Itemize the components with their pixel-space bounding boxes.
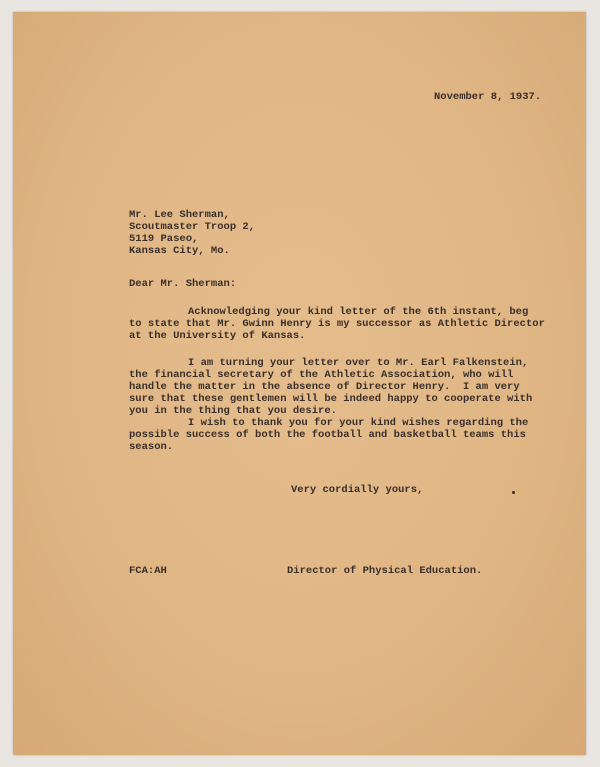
complimentary-close: Very cordially yours, (291, 484, 424, 496)
paragraph-2-line: the financial secretary of the Athletic Association, who will (129, 369, 514, 381)
salutation: Dear Mr. Sherman: (129, 278, 237, 290)
paper-speck (512, 491, 515, 494)
recipient-street: 5119 Paseo, (129, 233, 199, 245)
paragraph-1-line: Acknowledging your kind letter of the 6th instant, beg (188, 306, 529, 318)
recipient-title: Scoutmaster Troop 2, (129, 221, 256, 233)
signature-title: Director of Physical Education. (287, 565, 483, 577)
letter-page (13, 12, 586, 755)
paragraph-3-line: possible success of both the football and basketball teams this (129, 429, 526, 441)
recipient-city: Kansas City, Mo. (129, 245, 230, 257)
reference-initials: FCA:AH (129, 565, 167, 577)
paragraph-1-line: at the University of Kansas. (129, 330, 306, 342)
paragraph-3-line: I wish to thank you for your kind wishes regarding the (188, 417, 529, 429)
paragraph-2-line: sure that these gentlemen will be indeed happy to cooperate with (129, 393, 533, 405)
paragraph-3-line: season. (129, 441, 174, 453)
paragraph-1-line: to state that Mr. Gwinn Henry is my successor as Athletic Director (129, 318, 545, 330)
paragraph-2-line: I am turning your letter over to Mr. Earl Falkenstein, (188, 357, 529, 369)
letter-date: November 8, 1937. (434, 91, 542, 103)
paragraph-2-line: you in the thing that you desire. (129, 405, 337, 417)
paragraph-2-line: handle the matter in the absence of Director Henry. I am very (129, 381, 520, 393)
recipient-name: Mr. Lee Sherman, (129, 209, 230, 221)
